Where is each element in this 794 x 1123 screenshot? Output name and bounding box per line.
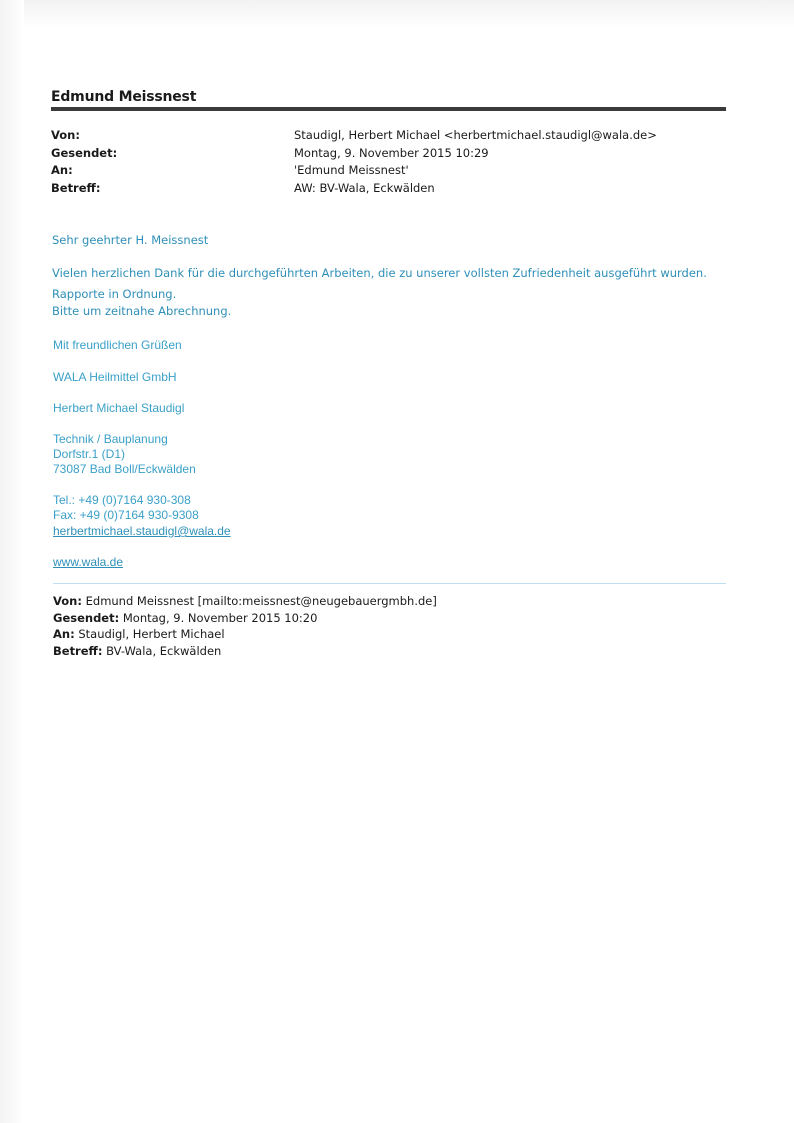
signature-website-link[interactable]: www.wala.de <box>53 555 124 569</box>
quoted-subject-row <box>53 643 437 660</box>
quoted-subject-label: Betreff: <box>53 643 103 658</box>
from-row <box>51 127 731 145</box>
scan-top-shadow <box>24 0 794 28</box>
heading-divider <box>51 107 726 111</box>
signature-fax: Fax: +49 (0)7164 930-9308 <box>53 508 199 522</box>
sent-label: Gesendet: <box>51 145 118 160</box>
sent-value: Montag, 9. November 2015 10:29 <box>294 145 489 160</box>
from-label: Von: <box>51 128 80 142</box>
signature-company: WALA Heilmittel GmbH <box>53 370 177 384</box>
signature-phone: Tel.: +49 (0)7164 930-308 <box>53 493 191 507</box>
scan-edge-shadow <box>0 0 24 1123</box>
signature-street: Dorfstr.1 (D1) <box>53 447 126 461</box>
quoted-from-label: Von: <box>53 594 82 608</box>
quoted-sent-label: Gesendet: <box>53 610 120 625</box>
quoted-sent-value: Montag, 9. November 2015 10:20 <box>122 610 318 625</box>
subject-value: AW: BV-Wala, Eckwälden <box>294 180 435 195</box>
sender-name-heading: Edmund Meissnest <box>51 89 197 105</box>
signature-city: 73087 Bad Boll/Eckwälden <box>53 462 196 476</box>
subject-label: Betreff: <box>51 180 101 195</box>
quoted-message-divider <box>53 583 726 584</box>
quoted-to-label: An: <box>53 627 75 641</box>
to-value: 'Edmund Meissnest' <box>294 163 409 177</box>
quoted-to-row <box>53 626 437 643</box>
quoted-to-value: Staudigl, Herbert Michael <box>78 627 225 641</box>
email-header-fields <box>51 127 731 197</box>
quoted-message-header <box>53 593 437 659</box>
to-label: An: <box>51 163 73 177</box>
quoted-from-value: Edmund Meissnest [mailto:meissnest@neugebauergmbh.de] <box>85 594 437 608</box>
from-value: Staudigl, Herbert Michael <herbertmichael.staudigl@wala.de> <box>294 128 657 142</box>
subject-row <box>51 180 731 198</box>
body-line-invoice: Bitte um zeitnahe Abrechnung. <box>52 304 232 318</box>
greeting-line: Sehr geehrter H. Meissnest <box>52 233 209 247</box>
signature-person: Herbert Michael Staudigl <box>53 401 185 415</box>
quoted-subject-value: BV-Wala, Eckwälden <box>106 643 222 658</box>
signature-email-link[interactable]: herbertmichael.staudigl@wala.de <box>53 524 231 538</box>
quoted-from-row <box>53 593 437 610</box>
signature-closing: Mit freundlichen Grüßen <box>53 338 182 352</box>
sent-row <box>51 145 731 163</box>
quoted-sent-row <box>53 610 437 627</box>
body-line-thanks: Vielen herzlichen Dank für die durchgeführten Arbeiten, die zu unserer vollsten Zufriedenheit ausgeführt wurden. <box>52 266 707 280</box>
signature-department: Technik / Bauplanung <box>53 432 168 446</box>
body-line-reports: Rapporte in Ordnung. <box>52 287 177 301</box>
to-row <box>51 162 731 180</box>
